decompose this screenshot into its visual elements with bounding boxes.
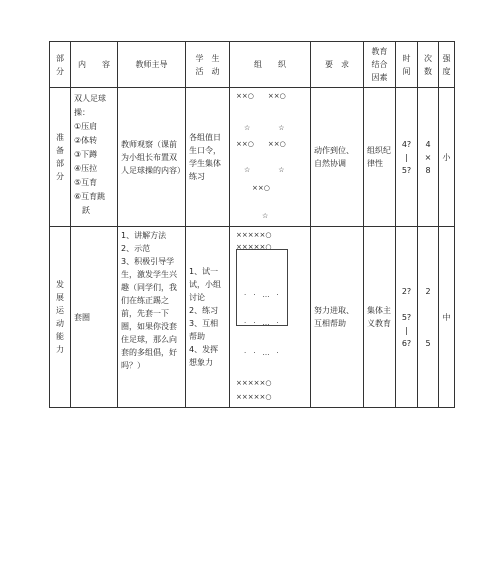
- content-line: ③下蹲: [74, 150, 98, 159]
- header-student: [186, 42, 230, 88]
- time-text: 4? | 5?: [401, 139, 412, 175]
- content-lines: [74, 92, 114, 218]
- formation-row: ×××××○: [236, 243, 272, 251]
- intensity-cell: 小: [439, 88, 455, 227]
- header-education-text: 教育 结合 因素: [371, 47, 388, 82]
- header-teacher: 教师主导: [118, 42, 186, 88]
- header-time: [396, 42, 418, 88]
- section-cell: [50, 88, 71, 227]
- formation-row: ×××××○: [236, 379, 272, 387]
- count-cell: [418, 88, 439, 227]
- education-cell: 组织纪律性: [364, 88, 396, 227]
- student-cell: 各组值日生口令，学生集体练习: [186, 88, 230, 227]
- formation-row: ☆ ☆: [244, 166, 285, 174]
- header-section-text: 部 分: [56, 53, 64, 76]
- teacher-cell: [118, 227, 186, 408]
- header-education: [364, 42, 396, 88]
- header-intensity: [439, 42, 455, 88]
- content-line: ⑤互育: [74, 178, 98, 187]
- table-row: [50, 227, 455, 408]
- time-text: 2? 5? | 6?: [401, 286, 412, 348]
- field-boundary: [236, 249, 288, 326]
- header-student-text: 学 生 活 动: [195, 53, 220, 76]
- intensity-cell: 中: [439, 227, 455, 408]
- teacher-step: 3、积极引导学生，激发学生兴趣（同学们，我们在练正踢之前，先套一下圈，如果你没套住足球，那么向套的多组倡，好吗？）: [121, 257, 177, 370]
- student-step: 4、发挥想象力: [189, 345, 219, 367]
- count-text: 4 × 8: [424, 139, 432, 175]
- organization-cell: [230, 227, 311, 408]
- table-row: [50, 88, 455, 227]
- organization-cell: [230, 88, 311, 227]
- header-requirement: 要 求: [311, 42, 364, 88]
- formation-row: ××○: [252, 184, 270, 192]
- content-cell: 套圈: [71, 227, 118, 408]
- content-line: 操：: [74, 108, 90, 117]
- teacher-cell: 教师观察（课前为小组长布置双人足球操的内容）: [118, 88, 186, 227]
- education-cell: 集体主义教育: [364, 227, 396, 408]
- student-step: 3、互相帮助: [189, 319, 219, 341]
- formation-diagram: [230, 88, 310, 226]
- content-line: 跃: [82, 206, 90, 215]
- header-row: [50, 42, 455, 88]
- teacher-step: 2、示范: [121, 244, 151, 253]
- student-step: 2、练习: [189, 306, 219, 315]
- section-text: 发 展 运 动 能 力: [56, 280, 64, 354]
- section-cell: [50, 227, 71, 408]
- content-line: ⑥互育跳: [74, 192, 106, 201]
- time-cell: [396, 227, 418, 408]
- header-organization: 组 织: [230, 42, 311, 88]
- formation-row: ×××××○: [236, 231, 272, 239]
- header-count-text: 次 数: [424, 53, 432, 76]
- formation-row: · · … ·: [244, 349, 279, 357]
- formation-diagram: [230, 227, 310, 407]
- count-cell: [418, 227, 439, 408]
- teacher-step: 1、讲解方法: [121, 231, 167, 240]
- content-line: 双人足球: [74, 94, 106, 103]
- formation-row: ☆ ☆: [244, 124, 285, 132]
- header-content: 内 容: [71, 42, 118, 88]
- formation-row: ☆: [262, 212, 269, 220]
- time-cell: [396, 88, 418, 227]
- content-line: ②体转: [74, 136, 98, 145]
- header-intensity-text: 强 度: [442, 53, 451, 76]
- header-section: [50, 42, 71, 88]
- content-line: ①压肩: [74, 122, 98, 131]
- student-cell: [186, 227, 230, 408]
- lesson-plan-table: [49, 41, 455, 408]
- requirement-cell: 努力进取、互相帮助: [311, 227, 364, 408]
- formation-row: · · … ·: [244, 291, 279, 299]
- content-line: ④压拉: [74, 164, 98, 173]
- section-text: 准 备 部 分: [56, 133, 64, 181]
- count-text: 2 5: [425, 286, 431, 348]
- content-cell: [71, 88, 118, 227]
- student-step: 1、试一试，小组讨论: [189, 267, 221, 302]
- formation-row: ×××××○: [236, 393, 272, 401]
- header-count: [418, 42, 439, 88]
- formation-row: · · … ·: [244, 319, 279, 327]
- formation-row: ××○ ××○: [236, 92, 286, 100]
- requirement-cell: 动作到位、自然协调: [311, 88, 364, 227]
- formation-row: ××○ ××○: [236, 140, 286, 148]
- header-time-text: 时 间: [402, 53, 411, 76]
